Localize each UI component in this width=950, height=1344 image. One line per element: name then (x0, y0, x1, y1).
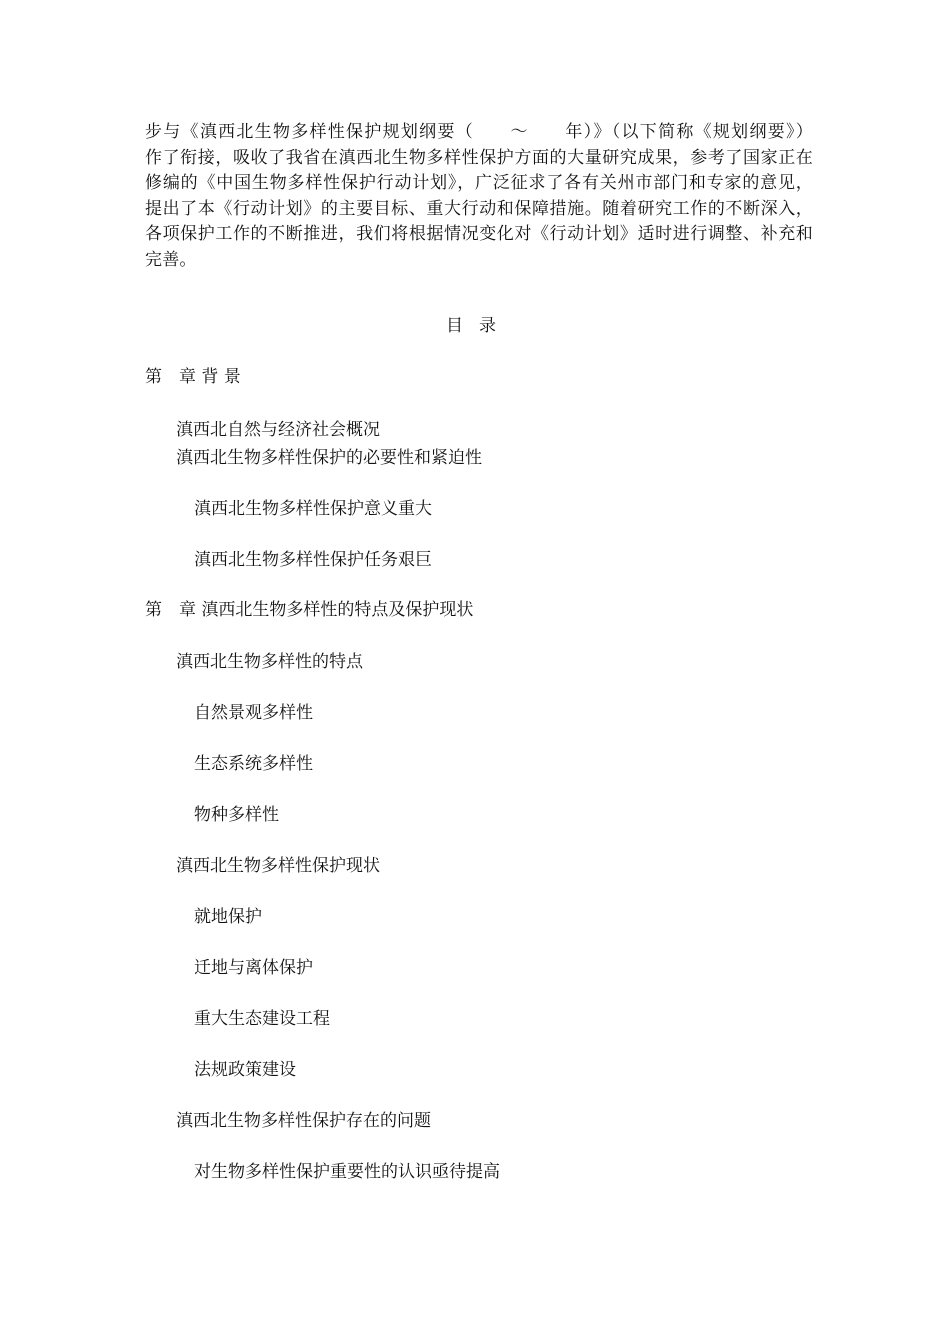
intro-line: 提出了本《行动计划》的主要目标、重大行动和保障措施。随着研究工作的不断深入， (145, 198, 813, 219)
toc-subsection-heading: 重大生态建设工程 (194, 1009, 330, 1029)
toc-subsection-heading: 对生物多样性保护重要性的认识亟待提高 (194, 1162, 500, 1182)
intro-paragraph (145, 120, 813, 274)
intro-line: 各项保护工作的不断推进，我们将根据情况变化对《行动计划》适时进行调整、补充和 (145, 224, 813, 245)
toc-title: 目录 (446, 316, 512, 336)
toc-subsection-heading: 自然景观多样性 (194, 703, 313, 723)
toc-subsection-heading: 就地保护 (194, 907, 262, 927)
toc-subsection-heading: 物种多样性 (194, 805, 279, 825)
intro-line: 作了衔接，吸收了我省在滇西北生物多样性保护方面的大量研究成果，参考了国家正在 (145, 147, 813, 168)
intro-line: 完善。 (145, 249, 197, 270)
toc-section-heading: 滇西北生物多样性的特点 (176, 652, 363, 672)
toc-chapter-heading: 第 章 滇西北生物多样性的特点及保护现状 (145, 600, 474, 620)
toc-section-heading: 滇西北自然与经济社会概况 (176, 420, 380, 440)
toc-section-heading: 滇西北生物多样性保护现状 (176, 856, 380, 876)
toc-subsection-heading: 法规政策建设 (194, 1060, 296, 1080)
toc-chapter-heading: 第 章 背 景 (145, 367, 241, 387)
toc-section-heading: 滇西北生物多样性保护的必要性和紧迫性 (176, 448, 482, 468)
intro-line: 修编的《中国生物多样性保护行动计划》，广泛征求了各有关州市部门和专家的意见， (145, 173, 813, 194)
toc-subsection-heading: 滇西北生物多样性保护任务艰巨 (194, 550, 432, 570)
toc-section-heading: 滇西北生物多样性保护存在的问题 (176, 1111, 431, 1131)
toc-subsection-heading: 迁地与离体保护 (194, 958, 313, 978)
toc-subsection-heading: 生态系统多样性 (194, 754, 313, 774)
toc-subsection-heading: 滇西北生物多样性保护意义重大 (194, 499, 432, 519)
intro-line: 步与《滇西北生物多样性保护规划纲要（ ～ 年）》（以下简称《规划纲要》） (145, 122, 813, 142)
